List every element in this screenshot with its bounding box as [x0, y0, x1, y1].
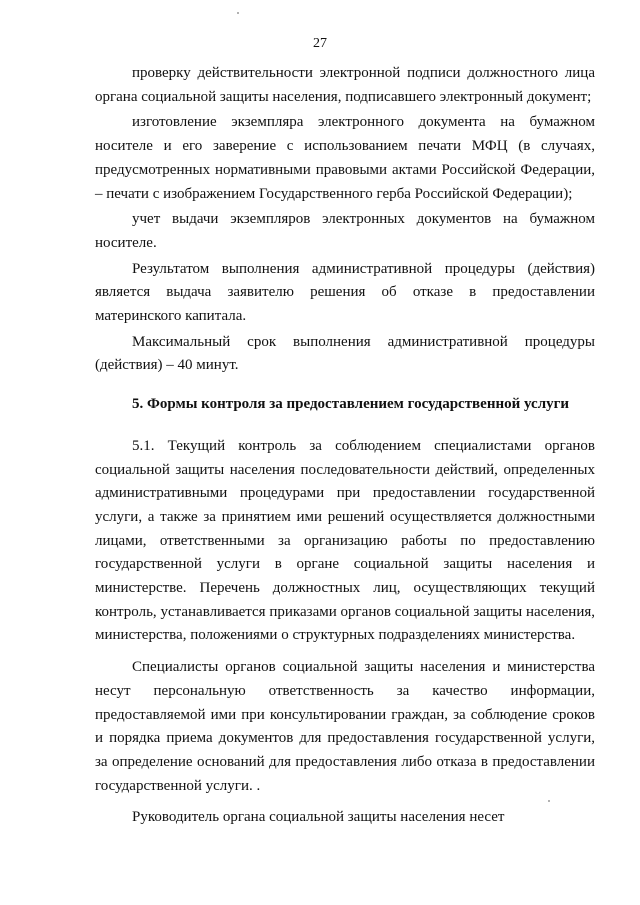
section-heading: 5. Формы контроля за предоставлением государственной услуги — [132, 396, 570, 413]
scan-speck — [237, 12, 239, 14]
scan-speck — [548, 800, 550, 802]
paragraph-current-control: 5.1. Текущий контроль за соблюдением специалистами органов социальной защиты населения последовательности действий, определенных административными процедурами при предоставлении государственной услуги, а также за принятием ими решений осуществляется должностными лицами, ответственными за организацию работы по предоставлению государственной услуги в органе социальной защиты населения и министерстве. Перечень должностных лиц, осуществляющих текущий контроль, устанавливается приказами органов социальной защиты населения, министерства, положениями о структурных подразделениях министерства. — [95, 437, 595, 644]
paragraph-issuance-record: учет выдачи экземпляров электронных документов на бумажном носителе. — [95, 211, 595, 251]
paragraph-head-responsibility: Руководитель органа социальной защиты населения несет — [132, 809, 505, 826]
paragraph-procedure-result: Результатом выполнения административной процедуры (действия) является выдача заявителю решения об отказе в предоставлении материнского капитала. — [95, 260, 595, 325]
paragraph-paper-copy: изготовление экземпляра электронного документа на бумажном носителе и его заверение с использованием печати МФЦ (в случаях, предусмотренных нормативными правовыми актами Российской Федерации, – печати с изображением Государственного герба Российской Федерации); — [95, 114, 595, 202]
paragraph-signature-check: проверку действительности электронной подписи должностного лица органа социальной защиты населения, подписавшего электронный документ; — [95, 65, 595, 105]
page-content — [95, 62, 595, 830]
paragraph-max-duration: Максимальный срок выполнения административной процедуры (действия) – 40 минут. — [95, 333, 595, 374]
page-number: 27 — [313, 36, 327, 51]
paragraph-specialists-responsibility: Специалисты органов социальной защиты населения и министерства несут персональную ответственность за качество информации, предоставляемой ими при консультировании граждан, за соблюдение сроков и порядка приема документов для предоставления государственной услуги, за определение оснований для предоставления либо отказа в предоставлении государственной услуги. . — [95, 659, 595, 794]
